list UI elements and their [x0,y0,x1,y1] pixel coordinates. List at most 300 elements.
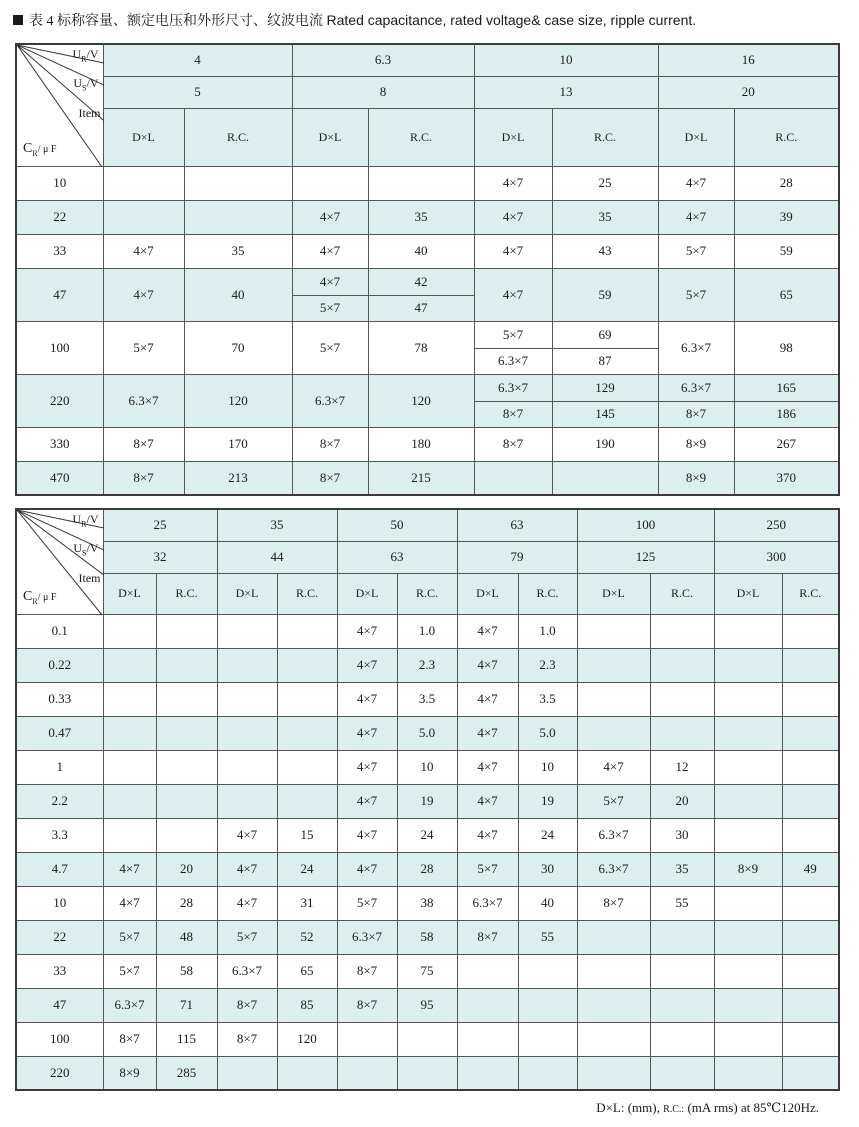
ripple-current-cell: 40 [184,268,292,321]
ripple-current-cell [650,954,714,988]
case-size-cell: 4×7 [337,614,397,648]
case-size-cell: 4×7 [103,268,184,321]
ripple-current-cell: 70 [184,321,292,374]
corner-header-cell [16,44,103,166]
ripple-current-cell: 267 [734,427,839,461]
cell-upper-value: 5×7 [475,322,552,349]
ripple-current-cell: 55 [518,920,577,954]
ripple-current-cell: 39 [734,200,839,234]
rc-column-header: R.C. [277,573,337,614]
case-size-cell [714,818,782,852]
ripple-current-cell: 170 [184,427,292,461]
ripple-current-cell: 19 [518,784,577,818]
header-row-item [16,573,839,614]
spec-table-high-voltage [15,508,840,1091]
ripple-current-cell: 48 [156,920,217,954]
table-row [16,374,839,427]
ripple-current-cell: 19 [397,784,457,818]
cr-label: $C_R/$ μ F [23,140,57,158]
ripple-current-cell [782,648,839,682]
ripple-current-cell: 115 [156,1022,217,1056]
item-label: Item [78,571,101,585]
case-size-cell [658,374,734,427]
capacitance-cell: 1 [16,750,103,784]
header-row-surge-voltage [16,541,839,573]
ripple-current-cell: 28 [397,852,457,886]
case-size-cell [457,1056,518,1090]
case-size-cell: 4×7 [457,750,518,784]
case-size-cell: 4×7 [474,268,552,321]
case-size-cell [337,1022,397,1056]
ripple-current-cell [397,1056,457,1090]
ripple-current-cell: 20 [650,784,714,818]
ripple-current-cell: 30 [518,852,577,886]
table-row [16,886,839,920]
ripple-current-cell [368,268,474,321]
surge-voltage-header: 32 [103,541,217,573]
ripple-current-cell: 24 [397,818,457,852]
ripple-current-cell: 95 [397,988,457,1022]
rc-column-header: R.C. [156,573,217,614]
case-size-cell [577,648,650,682]
ripple-current-cell [782,614,839,648]
case-size-cell [103,750,156,784]
ripple-current-cell [782,954,839,988]
table-row [16,988,839,1022]
ripple-current-cell [650,716,714,750]
case-size-cell [457,1022,518,1056]
ripple-current-cell [650,1022,714,1056]
case-size-cell: 8×9 [103,1056,156,1090]
case-size-cell [103,166,184,200]
ripple-current-cell [518,1022,577,1056]
capacitance-cell: 47 [16,268,103,321]
ripple-current-cell [782,920,839,954]
ripple-current-cell: 24 [518,818,577,852]
ripple-current-cell: 3.5 [518,682,577,716]
ripple-current-cell: 190 [552,427,658,461]
ripple-current-cell: 285 [156,1056,217,1090]
rated-voltage-header: 6.3 [292,44,474,76]
case-size-cell [577,614,650,648]
case-size-cell: 6.3×7 [337,920,397,954]
table-row [16,427,839,461]
dxl-column-header: D×L [217,573,277,614]
ripple-current-cell [782,784,839,818]
us-label: $U_S/V$ [73,76,99,93]
ripple-current-cell: 35 [368,200,474,234]
ripple-current-cell: 35 [184,234,292,268]
case-size-cell: 5×7 [103,321,184,374]
ripple-current-cell: 35 [650,852,714,886]
case-size-cell [217,682,277,716]
table-title [13,10,696,30]
case-size-cell [103,614,156,648]
dxl-column-header: D×L [474,108,552,166]
table-row [16,1056,839,1090]
ripple-current-cell: 58 [156,954,217,988]
case-size-cell: 4×7 [337,716,397,750]
surge-voltage-header: 8 [292,76,474,108]
case-size-cell [292,166,368,200]
ripple-current-cell [156,614,217,648]
case-size-cell [714,784,782,818]
case-size-cell: 4×7 [337,852,397,886]
ripple-current-cell [650,988,714,1022]
case-size-cell: 5×7 [658,234,734,268]
capacitance-cell: 330 [16,427,103,461]
ripple-current-cell: 2.3 [397,648,457,682]
ripple-current-cell: 3.5 [397,682,457,716]
rc-column-header: R.C. [184,108,292,166]
case-size-cell: 8×7 [457,920,518,954]
cell-lower-value: 145 [595,405,615,421]
case-size-cell [217,750,277,784]
ripple-current-cell [277,614,337,648]
rated-voltage-header: 35 [217,509,337,541]
ripple-current-cell [782,1056,839,1090]
ripple-current-cell: 1.0 [518,614,577,648]
capacitance-cell: 470 [16,461,103,495]
ripple-current-cell: 71 [156,988,217,1022]
table-row [16,200,839,234]
cell-upper-value: 42 [369,269,474,296]
ripple-current-cell: 49 [782,852,839,886]
case-size-cell [577,1022,650,1056]
case-size-cell: 4×7 [337,648,397,682]
case-size-cell [217,648,277,682]
rc-column-header: R.C. [368,108,474,166]
case-size-cell [577,716,650,750]
case-size-cell: 4×7 [337,784,397,818]
ripple-current-cell: 35 [552,200,658,234]
cell-lower-value: 5×7 [319,299,341,315]
case-size-cell: 4×7 [577,750,650,784]
capacitance-cell: 0.47 [16,716,103,750]
capacitance-cell: 0.1 [16,614,103,648]
ripple-current-cell: 1.0 [397,614,457,648]
case-size-cell: 8×7 [217,1022,277,1056]
corner-header-cell [16,509,103,614]
case-size-cell [714,886,782,920]
title-chinese: 表 4 标称容量、额定电压和外形尺寸、纹波电流 [29,14,323,29]
ripple-current-cell: 25 [552,166,658,200]
case-size-cell: 4×7 [103,886,156,920]
case-size-cell [103,784,156,818]
cell-lower-value: 8×7 [502,405,524,421]
case-size-cell [577,920,650,954]
case-size-cell [474,461,552,495]
case-size-cell [714,648,782,682]
case-size-cell: 4×7 [457,784,518,818]
ripple-current-cell: 40 [518,886,577,920]
table-row [16,818,839,852]
surge-voltage-header: 63 [337,541,457,573]
ripple-current-cell [552,374,658,427]
case-size-cell: 8×7 [103,1022,156,1056]
cell-upper-value: 4×7 [293,269,368,296]
case-size-cell [103,682,156,716]
table-row [16,268,839,321]
ripple-current-cell [734,374,839,427]
cell-lower-value: 87 [598,352,612,368]
surge-voltage-header: 300 [714,541,839,573]
case-size-cell [474,321,552,374]
case-size-cell: 5×7 [217,920,277,954]
footnote-prefix: D×L: (mm), [596,1100,664,1115]
rated-voltage-header: 100 [577,509,714,541]
ripple-current-cell [184,200,292,234]
ripple-current-cell [782,886,839,920]
table-row [16,682,839,716]
ripple-current-cell [782,716,839,750]
ripple-current-cell [518,1056,577,1090]
capacitance-cell: 100 [16,321,103,374]
footnote-rc: R.C.: [663,1104,685,1115]
case-size-cell [217,716,277,750]
rated-voltage-header: 25 [103,509,217,541]
case-size-cell: 4×7 [217,852,277,886]
ripple-current-cell: 30 [650,818,714,852]
case-size-cell: 6.3×7 [577,852,650,886]
case-size-cell: 4×7 [217,818,277,852]
cr-label: $C_R/$ μ F [23,588,57,606]
case-size-cell: 5×7 [103,954,156,988]
case-size-cell: 4×7 [457,648,518,682]
case-size-cell [577,682,650,716]
ripple-current-cell [156,818,217,852]
case-size-cell: 4×7 [658,166,734,200]
case-size-cell: 4×7 [658,200,734,234]
case-size-cell: 8×7 [474,427,552,461]
ripple-current-cell: 120 [368,374,474,427]
ripple-current-cell: 43 [552,234,658,268]
case-size-cell: 4×7 [103,234,184,268]
cell-lower-value: 6.3×7 [497,352,529,368]
table-row [16,614,839,648]
case-size-cell: 4×7 [337,682,397,716]
case-size-cell: 8×9 [658,461,734,495]
case-size-cell [577,988,650,1022]
capacitance-cell: 22 [16,200,103,234]
ripple-current-cell: 120 [277,1022,337,1056]
ripple-current-cell: 180 [368,427,474,461]
ripple-current-cell: 40 [368,234,474,268]
surge-voltage-header: 13 [474,76,658,108]
ur-label: $U_R/V$ [72,47,99,64]
case-size-cell [457,988,518,1022]
case-size-cell [714,750,782,784]
dxl-column-header: D×L [457,573,518,614]
ripple-current-cell: 75 [397,954,457,988]
case-size-cell: 8×7 [337,954,397,988]
ripple-current-cell [156,784,217,818]
rated-voltage-header: 63 [457,509,577,541]
ripple-current-cell [397,1022,457,1056]
case-size-cell: 4×7 [457,614,518,648]
surge-voltage-header: 5 [103,76,292,108]
case-size-cell: 4×7 [457,682,518,716]
capacitance-cell: 10 [16,166,103,200]
dxl-column-header: D×L [337,573,397,614]
ripple-current-cell: 10 [518,750,577,784]
rc-column-header: R.C. [734,108,839,166]
table-row [16,784,839,818]
ripple-current-cell [184,166,292,200]
ripple-current-cell: 28 [734,166,839,200]
cell-lower-value: 47 [414,299,428,315]
case-size-cell [474,374,552,427]
capacitance-cell: 3.3 [16,818,103,852]
case-size-cell [714,988,782,1022]
rated-voltage-header: 250 [714,509,839,541]
case-size-cell: 8×7 [217,988,277,1022]
cell-upper-value: 165 [735,375,839,402]
ripple-current-cell: 10 [397,750,457,784]
rc-column-header: R.C. [518,573,577,614]
cell-upper-value: 6.3×7 [659,375,734,402]
ripple-current-cell: 98 [734,321,839,374]
ripple-current-cell [782,750,839,784]
case-size-cell: 4×7 [474,200,552,234]
rated-voltage-header: 16 [658,44,839,76]
case-size-cell [103,648,156,682]
case-size-cell: 8×7 [292,461,368,495]
case-size-cell: 4×7 [474,166,552,200]
case-size-cell: 6.3×7 [658,321,734,374]
case-size-cell: 5×7 [337,886,397,920]
spec-table-low-voltage [15,43,840,496]
ripple-current-cell [782,1022,839,1056]
table-row [16,461,839,495]
ripple-current-cell [650,920,714,954]
cell-upper-value: 6.3×7 [475,375,552,402]
ripple-current-cell: 5.0 [397,716,457,750]
case-size-cell [217,784,277,818]
capacitance-cell: 220 [16,374,103,427]
case-size-cell [714,682,782,716]
case-size-cell [577,954,650,988]
dxl-column-header: D×L [103,108,184,166]
capacitance-cell: 22 [16,920,103,954]
ripple-current-cell [518,988,577,1022]
table-row [16,852,839,886]
ripple-current-cell: 12 [650,750,714,784]
case-size-cell: 4×7 [474,234,552,268]
ripple-current-cell [782,988,839,1022]
capacitance-cell: 100 [16,1022,103,1056]
ripple-current-cell: 215 [368,461,474,495]
case-size-cell [292,268,368,321]
case-size-cell [457,954,518,988]
case-size-cell: 8×9 [714,852,782,886]
case-size-cell [714,716,782,750]
title-english: Rated capacitance, rated voltage& case size, ripple current. [326,12,697,28]
ripple-current-cell: 28 [156,886,217,920]
capacitance-cell: 2.2 [16,784,103,818]
case-size-cell [337,1056,397,1090]
ripple-current-cell [156,648,217,682]
dxl-column-header: D×L [103,573,156,614]
case-size-cell [103,818,156,852]
case-size-cell: 8×7 [103,461,184,495]
footnote [596,1100,819,1116]
ripple-current-cell [156,716,217,750]
surge-voltage-header: 20 [658,76,839,108]
ripple-current-cell [368,166,474,200]
surge-voltage-header: 125 [577,541,714,573]
ripple-current-cell: 55 [650,886,714,920]
ripple-current-cell: 5.0 [518,716,577,750]
case-size-cell: 5×7 [457,852,518,886]
case-size-cell [217,614,277,648]
table-row [16,166,839,200]
case-size-cell: 5×7 [103,920,156,954]
rc-column-header: R.C. [782,573,839,614]
case-size-cell: 6.3×7 [217,954,277,988]
case-size-cell [577,1056,650,1090]
case-size-cell: 4×7 [103,852,156,886]
footnote-suffix: (mA rms) at 85℃120Hz. [684,1100,819,1115]
dxl-column-header: D×L [577,573,650,614]
ripple-current-cell: 85 [277,988,337,1022]
dxl-column-header: D×L [658,108,734,166]
ripple-current-cell [552,321,658,374]
ripple-current-cell: 65 [277,954,337,988]
ripple-current-cell: 120 [184,374,292,427]
capacitance-cell: 10 [16,886,103,920]
ripple-current-cell [552,461,658,495]
capacitance-cell: 220 [16,1056,103,1090]
ripple-current-cell [518,954,577,988]
ripple-current-cell: 370 [734,461,839,495]
ripple-current-cell: 59 [552,268,658,321]
case-size-cell: 5×7 [658,268,734,321]
case-size-cell: 8×7 [103,427,184,461]
table-row [16,920,839,954]
dxl-column-header: D×L [714,573,782,614]
header-row-item [16,108,839,166]
capacitance-cell: 33 [16,234,103,268]
ripple-current-cell: 31 [277,886,337,920]
table-row [16,750,839,784]
case-size-cell: 4×7 [457,716,518,750]
rated-voltage-header: 4 [103,44,292,76]
capacitance-cell: 47 [16,988,103,1022]
case-size-cell: 6.3×7 [292,374,368,427]
ripple-current-cell [277,1056,337,1090]
surge-voltage-header: 79 [457,541,577,573]
case-size-cell [714,954,782,988]
case-size-cell: 8×9 [658,427,734,461]
ripple-current-cell: 213 [184,461,292,495]
case-size-cell: 6.3×7 [103,374,184,427]
capacitance-cell: 0.22 [16,648,103,682]
table-row [16,321,839,374]
header-row-surge-voltage [16,76,839,108]
rc-column-header: R.C. [552,108,658,166]
table-row [16,648,839,682]
ur-label: $U_R/V$ [72,512,99,529]
case-size-cell [714,1022,782,1056]
ripple-current-cell: 52 [277,920,337,954]
ripple-current-cell [156,682,217,716]
ripple-current-cell: 20 [156,852,217,886]
ripple-current-cell [277,716,337,750]
surge-voltage-header: 44 [217,541,337,573]
ripple-current-cell [277,648,337,682]
case-size-cell [103,200,184,234]
